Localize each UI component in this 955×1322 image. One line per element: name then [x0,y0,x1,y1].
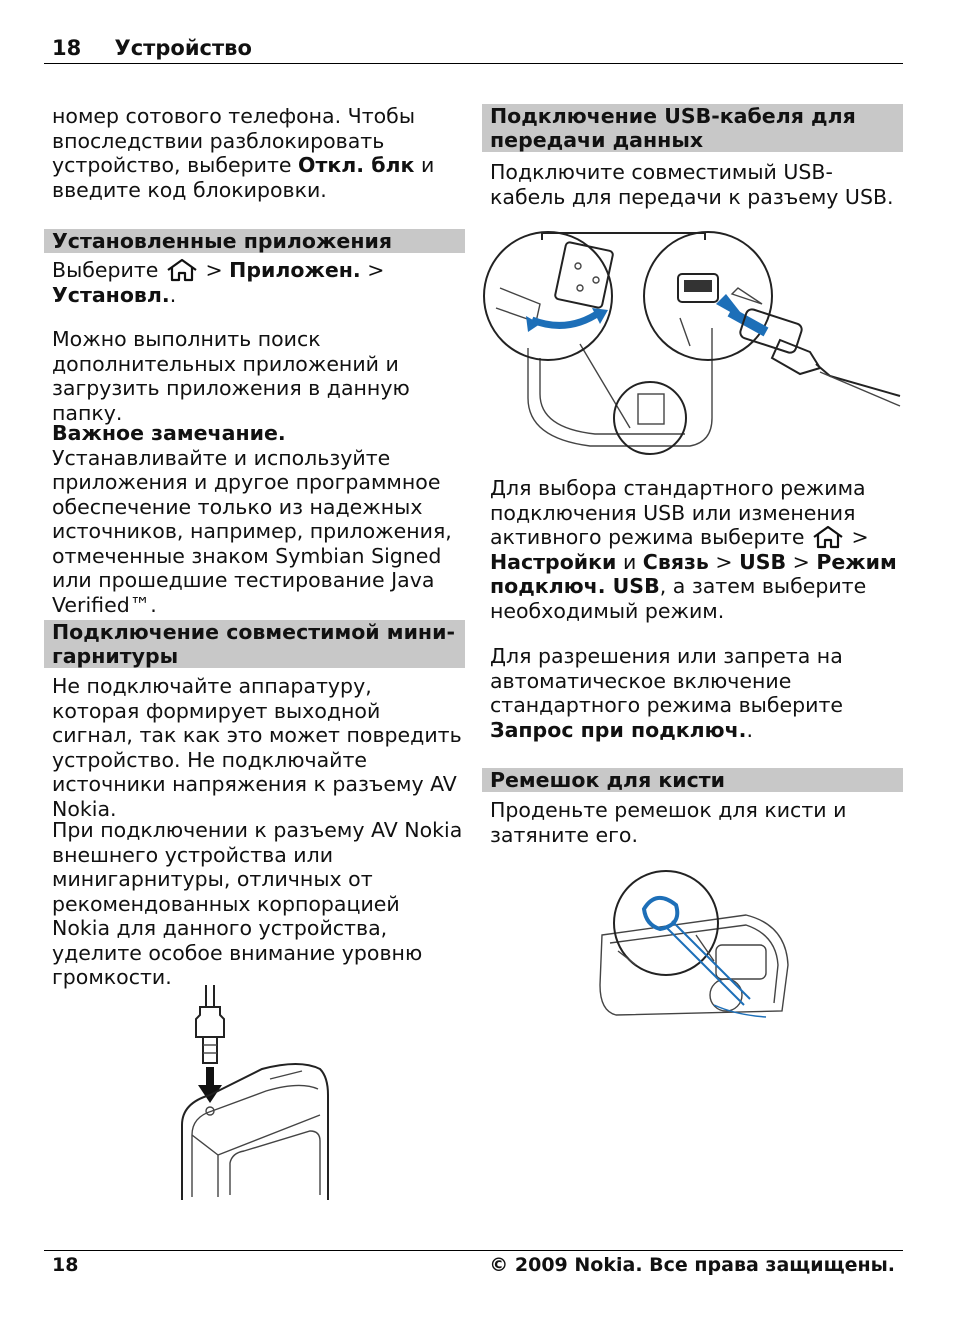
installed-apps-path: Выберите > Приложен. > Установл.. [52,258,385,307]
footer-copyright: © 2009 Nokia. Все права защищены. [489,1254,895,1276]
home-icon [165,258,199,282]
usb-paragraph-2: Для выбора стандартного режима подключения USB или изменения активного режима выберите > Настройки и Связь > USB > Режим подключ. USB, а затем выберите необходимый режим. [490,476,897,623]
footer-rule [44,1250,903,1251]
headset-paragraph-2: При подключении к разъему AV Nokia внешнего устройства или минигарнитуры, отличных от рекомендованных корпорацией Nokia для данного устройства, уделите особое внимание уровню громкости. [52,818,463,989]
page-header [52,36,252,60]
usb-paragraph-3: Для разрешения или запрета на автоматическое включение стандартного режима выберите Запрос при подключ.. [490,644,844,742]
wrist-strap-paragraph: Проденьте ремешок для кисти и затяните его. [490,798,847,847]
installed-apps-heading: Установленные приложения [44,229,465,253]
usb-paragraph-1: Подключите совместимый USB-кабель для передачи к разъему USB. [490,160,894,209]
footer-page-number: 18 [52,1254,79,1276]
usb-illustration [480,228,905,458]
installed-apps-paragraph: Можно выполнить поиск дополнительных приложений и загрузить приложения в данную папку. [52,327,410,425]
headset-illustration [170,985,340,1205]
intro-paragraph: номер сотового телефона. Чтобы впоследствии разблокировать устройство, выберите Откл. блк и введите код блокировки. [52,104,435,202]
header-rule [44,63,903,64]
headset-paragraph-1: Не подключайте аппаратуру, которая формирует выходной сигнал, так как это может повредить устройство. Не подключайте источники напряжения к разъему AV Nokia. [52,674,462,821]
header-page-number: 18 [52,36,82,60]
wrist-strap-illustration [596,865,796,1025]
important-note-label: Важное замечание. [52,421,286,445]
important-note: Важное замечание. Устанавливайте и используйте приложения и другое программное обеспечение только из надежных источников, например, приложения, отмеченные знаком Symbian Signed или прошедшие тестирование Java Verified™. [52,421,452,617]
home-icon [811,525,845,549]
header-section-title: Устройство [114,36,252,60]
wrist-strap-heading: Ремешок для кисти [482,768,903,792]
headset-heading: Подключение совместимой мини-гарнитуры [44,620,465,668]
usb-heading: Подключение USB-кабеля для передачи данных [482,104,903,152]
